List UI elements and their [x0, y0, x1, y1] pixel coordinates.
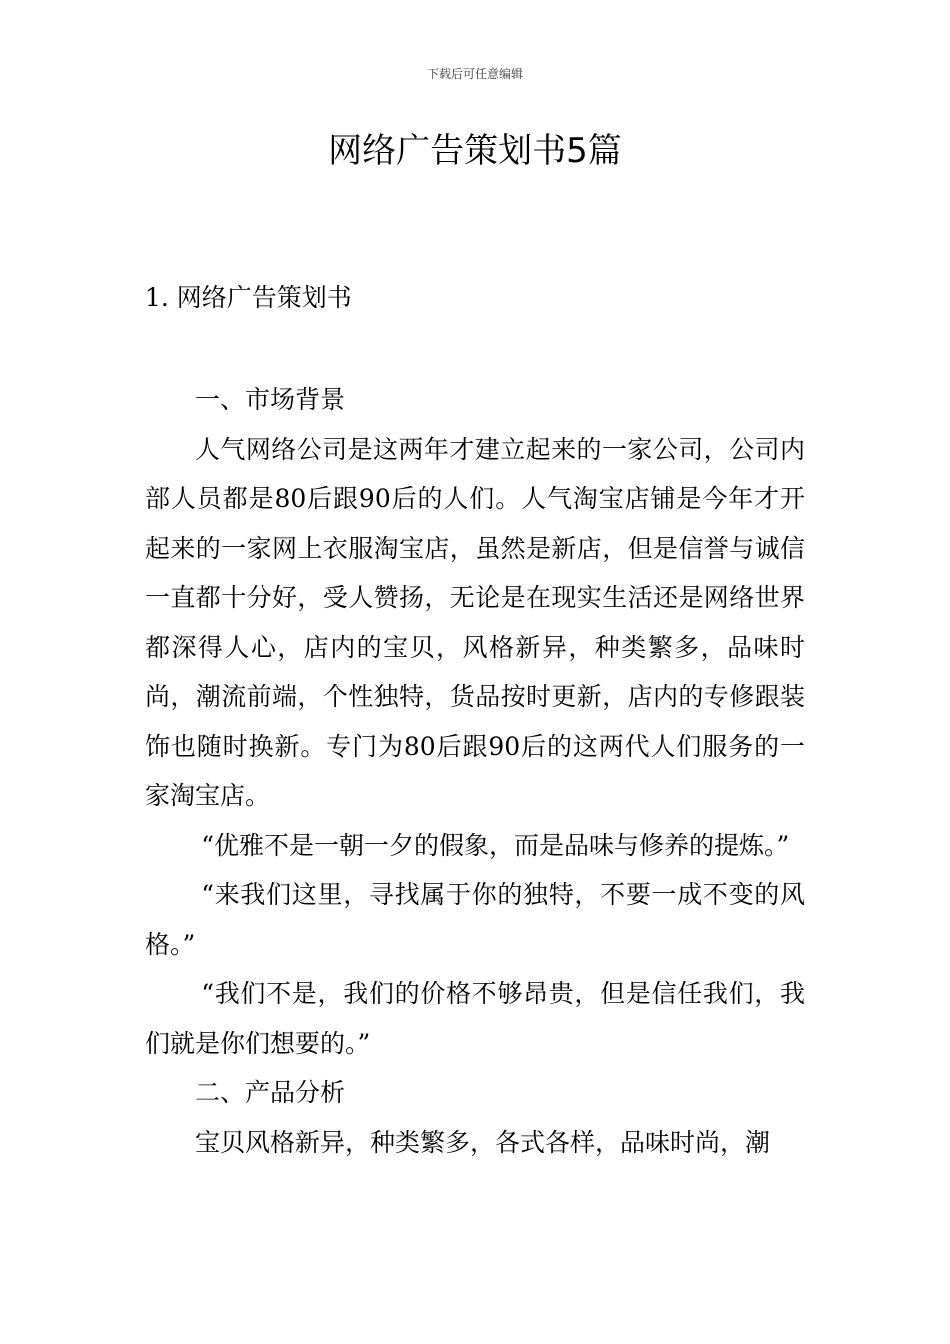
heading-product-analysis: 二、产品分析	[195, 1078, 346, 1107]
header-note: 下载后可任意编辑	[426, 67, 523, 81]
document-body	[145, 375, 805, 1167]
paragraph-company-intro: 人气网络公司是这两年才建立起来的一家公司，公司内部人员都是80后跟90后的人们。人气淘宝店铺是今年才开起来的一家网上衣服淘宝店，虽然是新店，但是信誉与诚信一直都十分好，受人赞扬，无论是在现实生活还是网络世界都深得人心，店内的宝贝，风格新异，种类繁多，品味时尚，潮流前端，个性独特，货品按时更新，店内的专修跟装饰也随时换新。专门为80后跟90后的这两代人们服务的一家淘宝店。	[145, 434, 805, 810]
slogan-quote: “来我们这里，寻找属于你的独特，不要一成不变的风格。”	[145, 880, 805, 959]
paragraph-product-analysis: 宝贝风格新异，种类繁多，各式各样，品味时尚，潮	[195, 1127, 771, 1157]
document-title: 网络广告策划书5篇	[328, 131, 622, 171]
heading-market-background: 一、市场背景	[195, 385, 346, 414]
section-title: 1. 网络广告策划书	[145, 283, 352, 312]
slogan-quote: “优雅不是一朝一夕的假象，而是品味与修养的提炼。”	[201, 830, 790, 860]
slogan-quote: “我们不是，我们的价格不够昂贵，但是信任我们，我们就是你们想要的。”	[145, 979, 805, 1058]
